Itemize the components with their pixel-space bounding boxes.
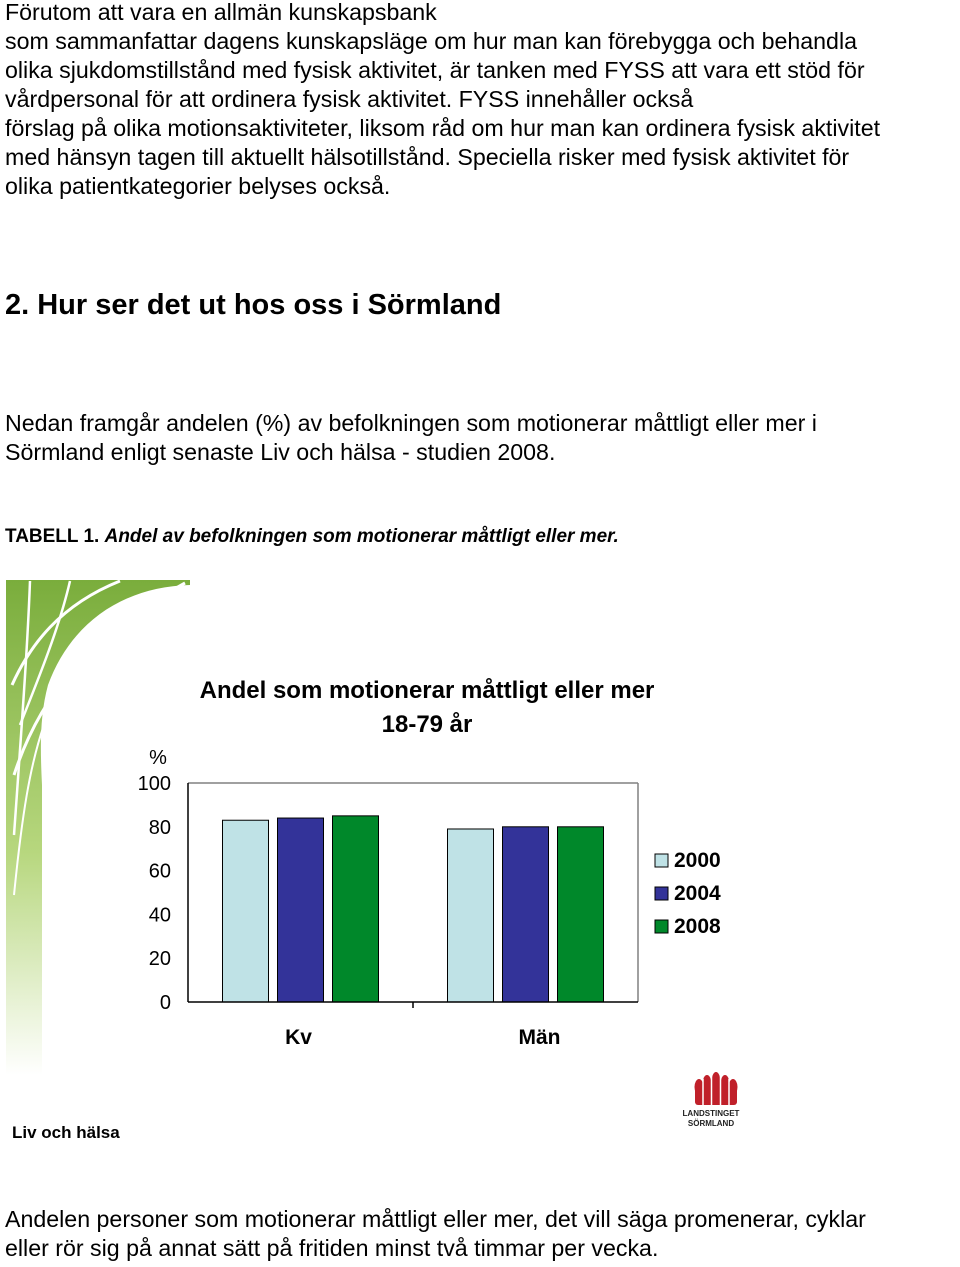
table-caption-text: Andel av befolkningen som motionerar måttligt eller mer.	[104, 526, 619, 547]
legend-label: 2004	[674, 882, 721, 905]
footer-source-label: Liv och hälsa	[12, 1123, 120, 1142]
intro-paragraph	[5, 0, 880, 201]
bar-kv-2000	[223, 820, 269, 1002]
lead-line: Sörmland enligt senaste Liv och hälsa - studien 2008.	[5, 439, 556, 465]
legend-swatch	[655, 920, 668, 933]
legend-label: 2008	[674, 915, 721, 938]
chart-figure	[0, 575, 960, 1150]
legend-swatch	[655, 887, 668, 900]
section-heading: 2. Hur ser det ut hos oss i Sörmland	[5, 289, 502, 321]
intro-line: Förutom att vara en allmän kunskapsbank	[5, 0, 437, 25]
y-tick-label: 80	[148, 816, 171, 839]
intro-line: som sammanfattar dagens kunskapsläge om hur man kan förebygga och behandla	[5, 28, 858, 54]
logo-text-line: LANDSTINGET	[682, 1109, 740, 1118]
chart-title: Andel som motionerar måttligt eller mer	[199, 677, 655, 704]
bar-män-2004	[503, 827, 549, 1002]
closing-line: Andelen personer som motionerar måttligt eller mer, det vill säga promenerar, cyklar	[5, 1206, 866, 1232]
lead-line: Nedan framgår andelen (%) av befolkningen som motionerar måttligt eller mer i	[5, 410, 817, 436]
y-tick-label: 20	[148, 948, 171, 971]
legend	[655, 849, 721, 938]
logo-text-line: SÖRMLAND	[687, 1119, 735, 1128]
bars	[223, 816, 604, 1002]
table-caption	[5, 525, 619, 549]
bar-män-2000	[448, 829, 494, 1002]
table-caption-label: TABELL 1.	[5, 526, 100, 547]
intro-line: förslag på olika motionsaktiviteter, liksom råd om hur man kan ordinera fysisk aktivitet	[5, 115, 881, 141]
y-tick-label: 100	[137, 773, 171, 795]
x-category-labels	[285, 1026, 560, 1049]
intro-line: olika sjukdomstillstånd med fysisk aktivitet, är tanken med FYSS att vara ett stöd för	[5, 57, 865, 83]
closing-paragraph	[5, 1205, 866, 1263]
legend-swatch	[655, 854, 668, 867]
bar-män-2008	[558, 827, 604, 1002]
y-axis-label: %	[149, 747, 167, 769]
y-tick-labels	[138, 773, 171, 1014]
chart-canvas	[0, 575, 960, 1150]
chart-subtitle: 18-79 år	[381, 711, 473, 738]
x-category-label: Kv	[285, 1026, 312, 1049]
y-tick-label: 40	[148, 904, 171, 927]
bar-kv-2004	[278, 818, 324, 1002]
closing-line: eller rör sig på annat sätt på fritiden minst två timmar per vecka.	[5, 1235, 659, 1261]
intro-line: olika patientkategorier belyses också.	[5, 173, 391, 199]
bar-kv-2008	[333, 816, 379, 1002]
x-category-label: Män	[518, 1026, 561, 1049]
intro-line: med hänsyn tagen till aktuellt hälsotillstånd. Speciella risker med fysisk aktivitet för	[5, 144, 850, 170]
lead-paragraph	[5, 409, 817, 467]
y-tick-label: 60	[148, 860, 171, 883]
legend-label: 2000	[674, 849, 721, 872]
logo-emblem	[695, 1072, 738, 1105]
landstinget-sormland-logo	[683, 1072, 740, 1128]
y-tick-label: 0	[159, 992, 171, 1014]
intro-line: vårdpersonal för att ordinera fysisk aktivitet. FYSS innehåller också	[5, 86, 694, 112]
